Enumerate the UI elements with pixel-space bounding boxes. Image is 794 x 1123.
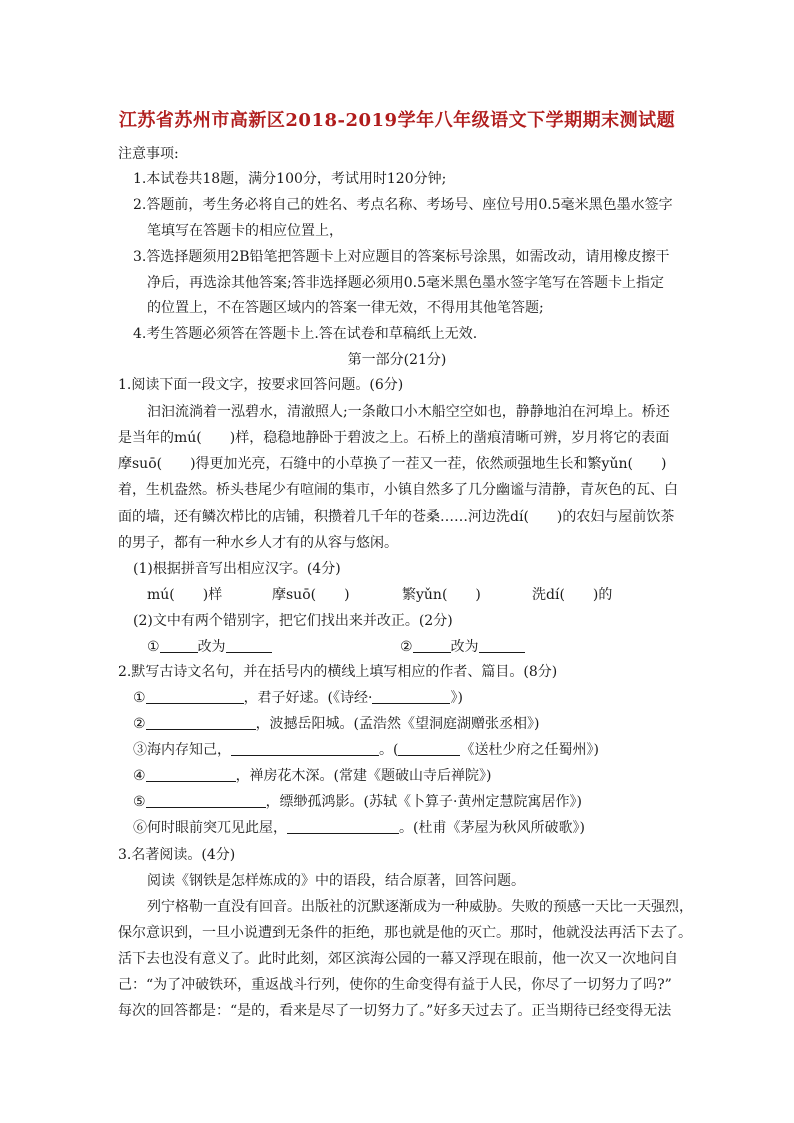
passage-line: 面的墙，还有鳞次栉比的店铺，积攒着几千年的苍桑……河边洗dí( )的农妇与屋前饮茶: [118, 509, 675, 525]
pinyin-blank[interactable]: mú( )样: [147, 587, 223, 603]
passage-line: 保尔意识到，一旦小说遭到无条件的拒绝，那也就是他的灭亡。那时，他就没法再活下去了。: [118, 925, 692, 941]
question-stem: 3.名著阅读。(4分): [118, 847, 236, 863]
poem-number: ①: [133, 690, 146, 706]
passage-line: 摩suō( )得更加光亮，石缝中的小草换了一茬又一茬，依然顽强地生长和繁yǔn( ): [118, 456, 667, 472]
poem-number: ③海内存知己，: [133, 742, 231, 758]
passage-line: 己：“为了冲破铁环，重返战斗行列，使你的生命变得有益于人民，你尽了一切努力了吗?”: [118, 977, 672, 993]
answer-blank[interactable]: [146, 689, 244, 704]
notice-item: 笔填写在答题卡的相应位置上，: [147, 223, 343, 239]
answer-blank[interactable]: [479, 638, 525, 653]
correction-label: 改为: [450, 639, 479, 655]
question-stem: 1.阅读下面一段文字，按要求回答问题。(6分): [118, 377, 404, 393]
passage-line: 活下去也没有意义了。此时此刻，郊区滨海公园的一幕又浮现在眼前，他一次又一次地问自: [118, 951, 678, 967]
poem-number: ②: [133, 716, 146, 732]
passage-line: 每次的回答都是：“是的，看来是尽了一切努力了。”好多天过去了。正当期待已经变得无法: [118, 1003, 672, 1019]
correction-2: [400, 638, 525, 656]
poem-text: ，禅房花木深。(常建《题破山寺后禅院》): [235, 768, 492, 784]
poem-number: ⑤: [133, 794, 146, 810]
poem-text: ，缥缈孤鸿影。(苏轼《卜算子·黄州定慧院寓居作》): [265, 794, 582, 810]
answer-blank[interactable]: [398, 741, 460, 756]
correction-1: [147, 638, 272, 656]
poem-line: [133, 715, 540, 733]
notice-item: 4.考生答题必须答在答题卡上.答在试卷和草稿纸上无效.: [133, 326, 478, 342]
notice-heading: 注意事项:: [118, 146, 179, 162]
correction-number: ①: [147, 639, 160, 655]
notice-item: 净后，再选涂其他答案;答非选择题必须用0.5毫米黑色墨水签字笔写在答题卡上指定: [147, 275, 664, 291]
poem-text: 《送杜少府之任蜀州》): [460, 742, 599, 758]
poem-line: [133, 741, 599, 759]
answer-blank[interactable]: [146, 767, 236, 782]
answer-blank[interactable]: [287, 819, 399, 834]
correction-label: 改为: [197, 639, 226, 655]
sub-question: (2)文中有两个错别字，把它们找出来并改正。(2分): [133, 613, 453, 629]
poem-line: [133, 767, 492, 785]
page-title: 江苏省苏州市高新区2018-2019学年八年级语文下学期期末测试题: [118, 110, 676, 131]
poem-text: ，波撼岳阳城。(孟浩然《望洞庭湖赠张丞相》): [255, 716, 540, 732]
pinyin-blank[interactable]: 繁yǔn( ): [402, 587, 481, 603]
poem-number: ⑥何时眼前突兀见此屋，: [133, 820, 287, 836]
poem-text: ，君子好逑。(《诗经·: [243, 690, 373, 706]
poem-text: 。(: [379, 742, 399, 758]
poem-text: 》): [450, 690, 463, 706]
reading-intro: 阅读《钢铁是怎样炼成的》中的语段，结合原著，回答问题。: [147, 873, 525, 889]
answer-blank[interactable]: [231, 741, 379, 756]
passage-line: 着，生机盎然。桥头巷尾少有喧闹的集市，小镇自然多了几分幽谧与清静，青灰色的瓦、白: [118, 482, 678, 498]
sub-question: (1)根据拼音写出相应汉字。(4分): [133, 561, 341, 577]
notice-item: 2.答题前，考生务必将自己的姓名、考点名称、考场号、座位号用0.5毫米黑色墨水签字: [133, 197, 673, 213]
poem-line: [133, 689, 463, 707]
question-stem: 2.默写古诗文名句，并在括号内的横线上填写相应的作者、篇目。(8分): [118, 664, 558, 680]
answer-blank[interactable]: [226, 638, 272, 653]
notice-item: 的位置上，不在答题区域内的答案一律无效，不得用其他笔答题;: [147, 300, 544, 316]
answer-blank[interactable]: [372, 689, 450, 704]
answer-blank[interactable]: [160, 638, 198, 653]
part-heading: 第一部分(21分): [347, 352, 447, 368]
answer-blank[interactable]: [413, 638, 451, 653]
correction-number: ②: [400, 639, 413, 655]
passage-line: 是当年的mú( )样，稳稳地静卧于碧波之上。石桥上的凿痕清晰可辨，岁月将它的表面: [118, 430, 670, 446]
answer-blank[interactable]: [146, 715, 256, 730]
notice-item: 3.答选择题须用2B铅笔把答题卡上对应题目的答案标号涂黑，如需改动，请用橡皮擦干: [133, 249, 670, 265]
notice-item: 1.本试卷共18题，满分100分，考试用时120分钟;: [133, 171, 447, 187]
poem-line: [133, 819, 585, 837]
passage-line: 列宁格勒一直没有回音。出版社的沉默逐渐成为一种威胁。失败的预感一天比一天强烈，: [147, 899, 693, 915]
passage-line: 的男子，都有一种水乡人才有的从容与悠闲。: [118, 535, 398, 551]
passage-line: 汩汩流淌着一泓碧水，清澈照人;一条敞口小木船空空如也，静静地泊在河埠上。桥还: [147, 404, 670, 420]
poem-number: ④: [133, 768, 146, 784]
pinyin-blank[interactable]: 洗dí( )的: [532, 587, 613, 603]
poem-line: [133, 793, 582, 811]
answer-blank[interactable]: [146, 793, 266, 808]
poem-text: 。(杜甫《茅屋为秋风所破歌》): [399, 820, 585, 836]
pinyin-blank[interactable]: 摩suō( ): [272, 587, 350, 603]
